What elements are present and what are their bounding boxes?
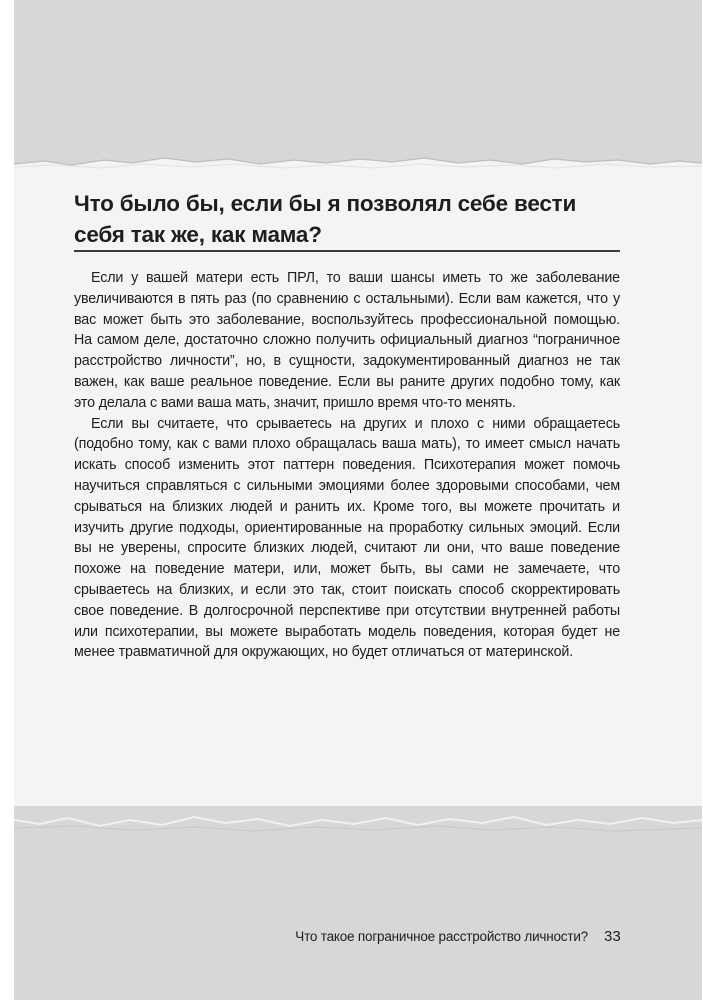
sidebar-title: Что было бы, если бы я позволял себе вести себя так же, как мама? (74, 191, 577, 247)
page-number: 33 (604, 928, 621, 945)
running-footer-title: Что такое пограничное расстройство личности? (295, 929, 588, 944)
sidebar-body (74, 268, 620, 663)
body-paragraph-1: Если у вашей матери есть ПРЛ, то ваши шансы иметь то же заболевание увеличиваются в пять раз (по сравнению с остальными). Если вам кажется, что у вас может быть это заболевание, воспользуйтесь профессиональной помощью. На самом деле, достаточно сложно получить официальный диагноз “пограничное расстройство личности”, но, в сущности, задокументированный диагноз не так важен, как ваше реальное поведение. Если вы раните других подобно тому, как это делала с вами ваша мать, значит, пришло время что-то менять. (74, 270, 620, 411)
title-divider (74, 250, 620, 252)
torn-paper-bottom-edge (14, 790, 702, 850)
torn-paper-top-edge (14, 148, 702, 188)
body-paragraph-2: Если вы считаете, что срываетесь на других и плохо с ними обращаетесь (подобно тому, как с вами плохо обращалась ваша мать), то имеет смысл начать искать способ изменить этот паттерн поведения. Психотерапия может помочь научиться справляться с сильными эмоциями более здоровыми способами, чем срываться на близких людей и ранить их. Кроме того, вы можете прочитать и изучить другие подходы, ориентированные на проработку сильных эмоций. Если вы не уверены, спросите близких людей, считают ли они, что ваше поведение похоже на поведение матери, или, может быть, вы сами не замечаете, что срываетесь на близких, и если это так, стоит поискать способ скорректировать свое поведение. В долгосрочной перспективе при отсутствии внутренней работы или психотерапии, вы можете выработать модель поведения, которая будет не менее травматичной для окружающих, но будет отличаться от материнской. (74, 415, 620, 661)
